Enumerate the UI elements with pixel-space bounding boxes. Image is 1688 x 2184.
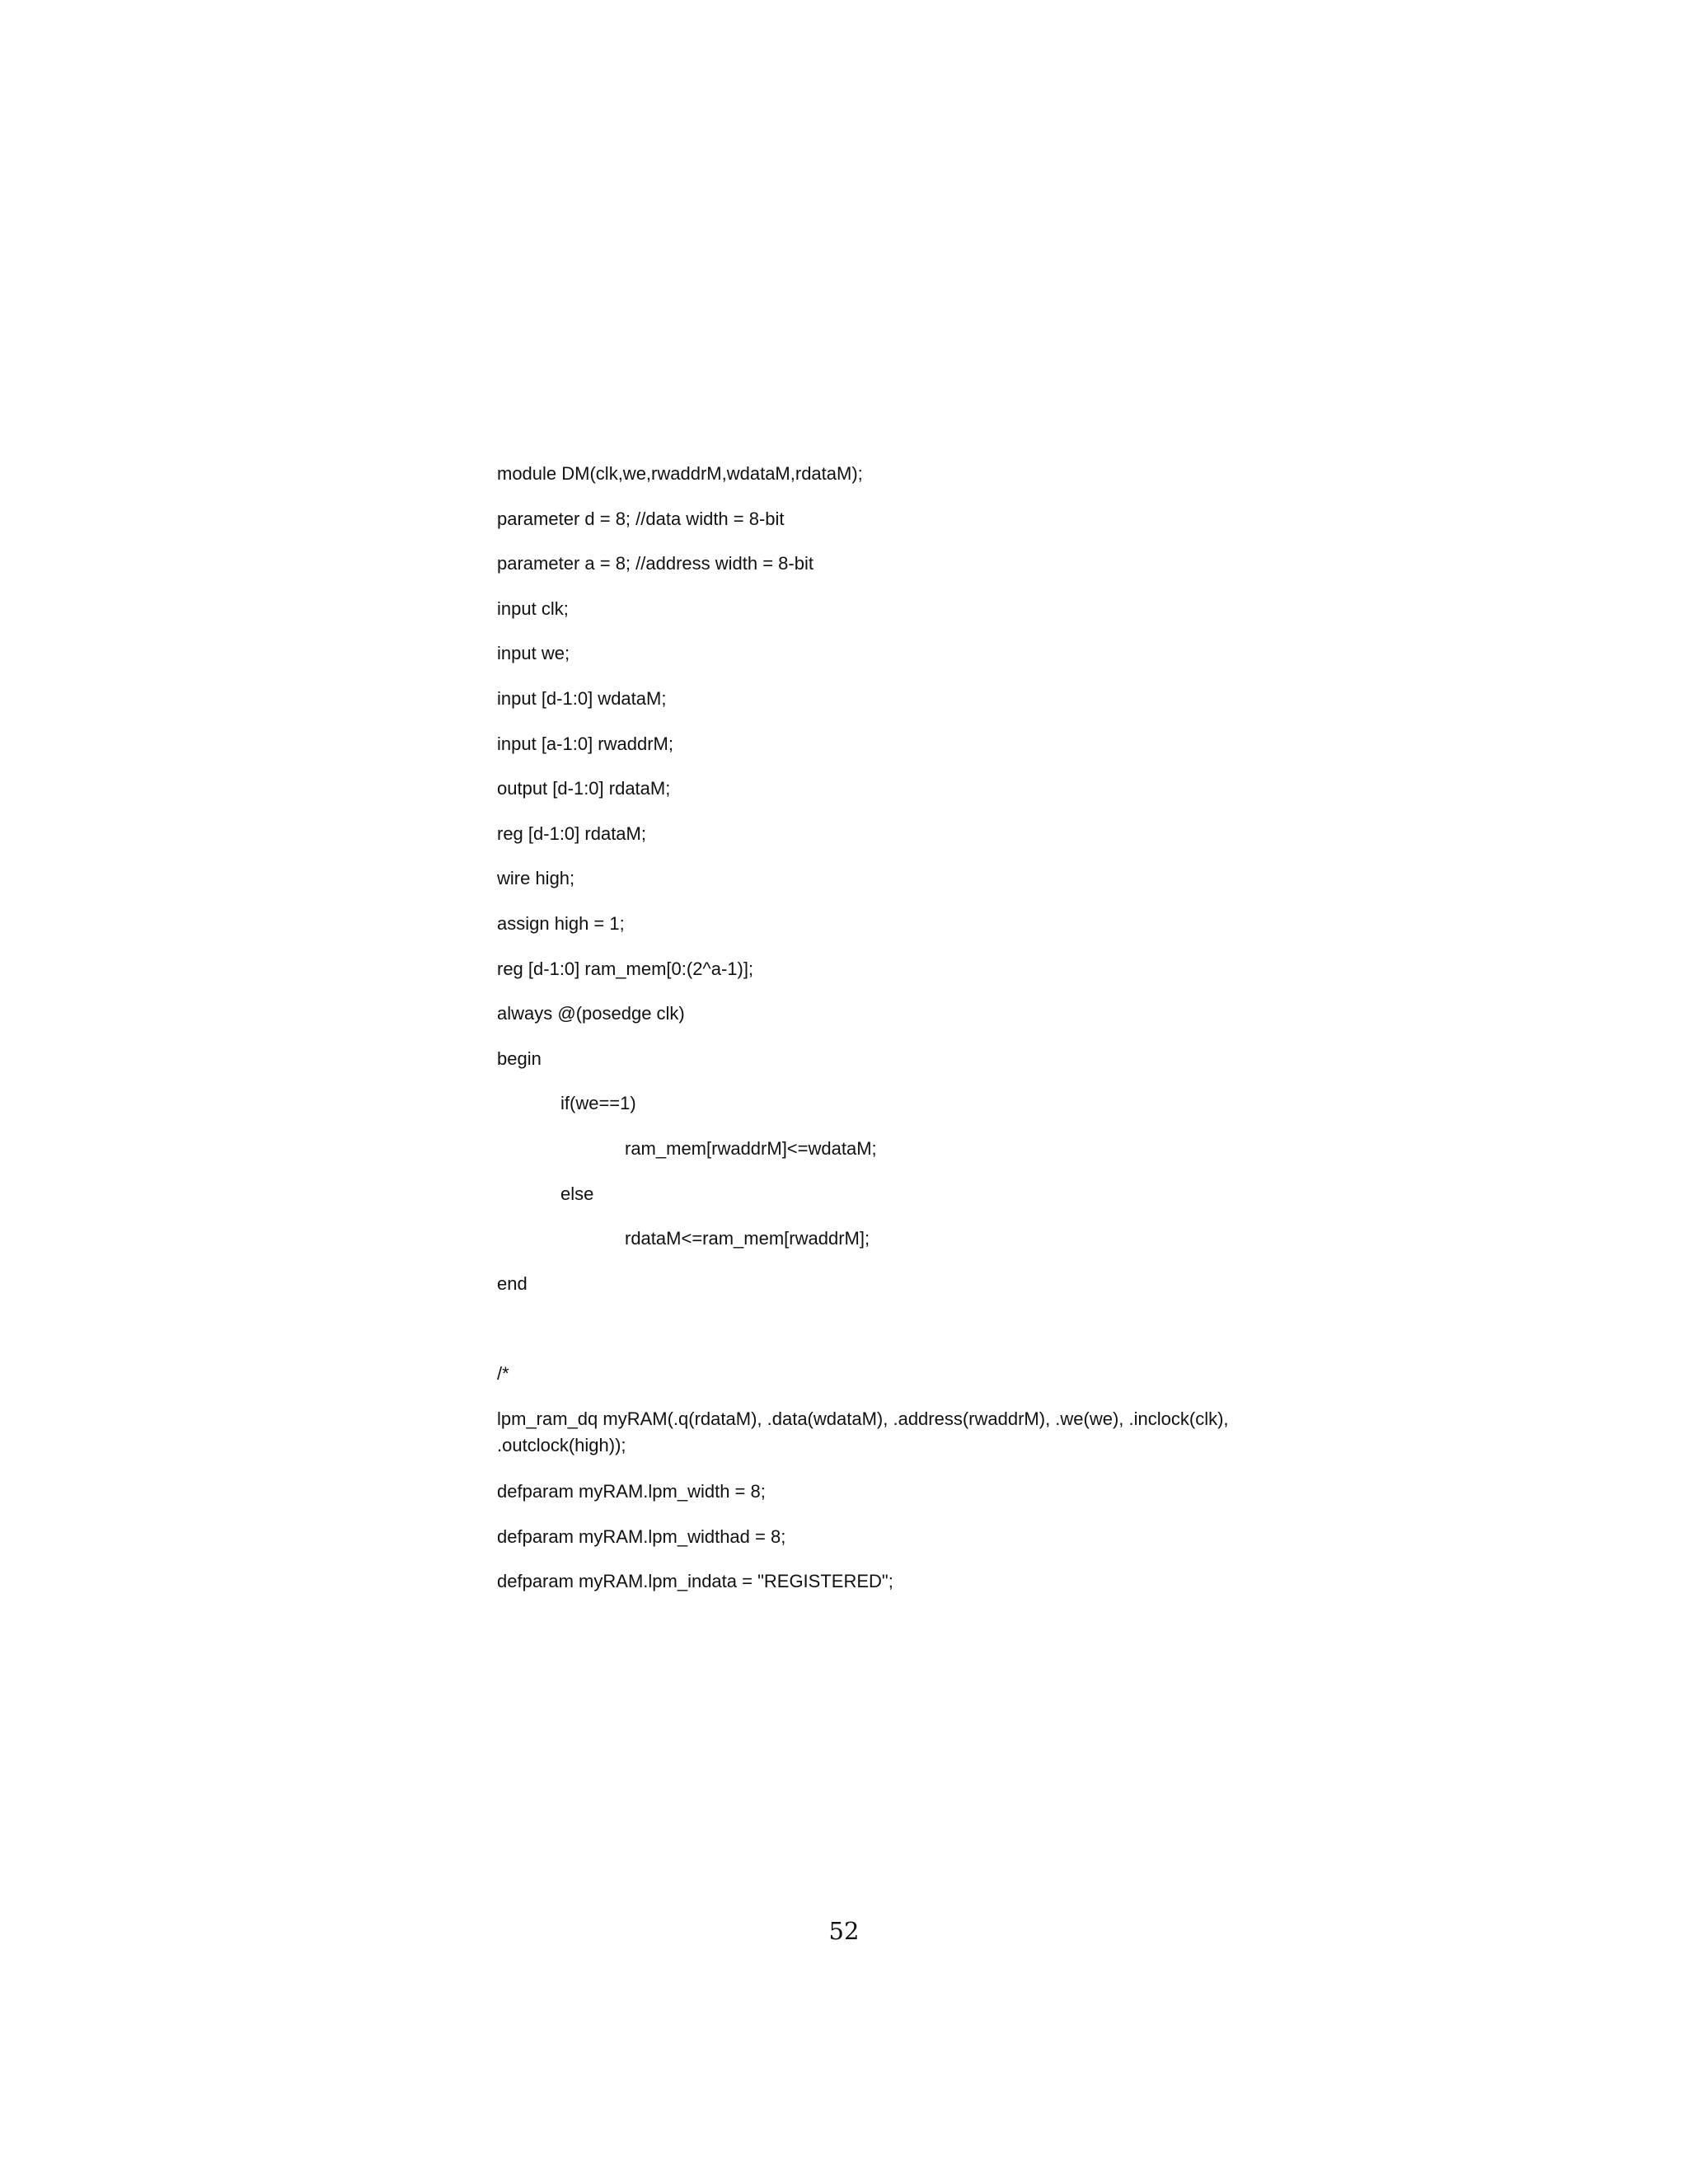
code-line-reg-rdata: reg [d-1:0] rdataM; [497,823,646,844]
verilog-code-block [497,462,1239,1615]
code-line-param-a: parameter a = 8; //address width = 8-bit [497,553,814,574]
code-line-defparam-widthad: defparam myRAM.lpm_widthad = 8; [497,1526,786,1547]
code-line-ram-read: rdataM<=ram_mem[rwaddrM]; [625,1228,870,1249]
code-line-param-d: parameter d = 8; //data width = 8-bit [497,508,785,529]
code-line-assign-high: assign high = 1; [497,912,625,934]
code-line-else: else [560,1183,594,1204]
blank-line [497,1316,1239,1361]
code-line-input-we: input we; [497,643,570,664]
code-line-begin: begin [497,1047,542,1069]
page-number: 52 [828,1917,860,1945]
code-line-input-rwaddr: input [a-1:0] rwaddrM; [497,733,673,754]
code-line-comment-open: /* [497,1362,509,1384]
code-line-if: if(we==1) [560,1093,636,1114]
code-line-reg-ram: reg [d-1:0] ram_mem[0:(2^a-1)]; [497,958,754,979]
code-line-always: always @(posedge clk) [497,1003,685,1024]
code-line-ram-write: ram_mem[rwaddrM]<=wdataM; [625,1137,877,1159]
code-line-end: end [497,1272,528,1294]
code-line-wire-high: wire high; [497,868,575,889]
code-line-defparam-indata: defparam myRAM.lpm_indata = "REGISTERED"; [497,1571,893,1592]
code-line-input-clk: input clk; [497,598,569,619]
code-line-input-wdata: input [d-1:0] wdataM; [497,687,667,709]
code-line-module: module DM(clk,we,rwaddrM,wdataM,rdataM); [497,463,863,484]
code-line-defparam-width: defparam myRAM.lpm_width = 8; [497,1481,766,1502]
code-line-output-rdata: output [d-1:0] rdataM; [497,778,671,799]
code-line-lpm-instance: lpm_ram_dq myRAM(.q(rdataM), .data(wdataM), .address(rwaddrM), .we(we), .inclock(clk), .outclock(high)); [497,1408,1229,1456]
